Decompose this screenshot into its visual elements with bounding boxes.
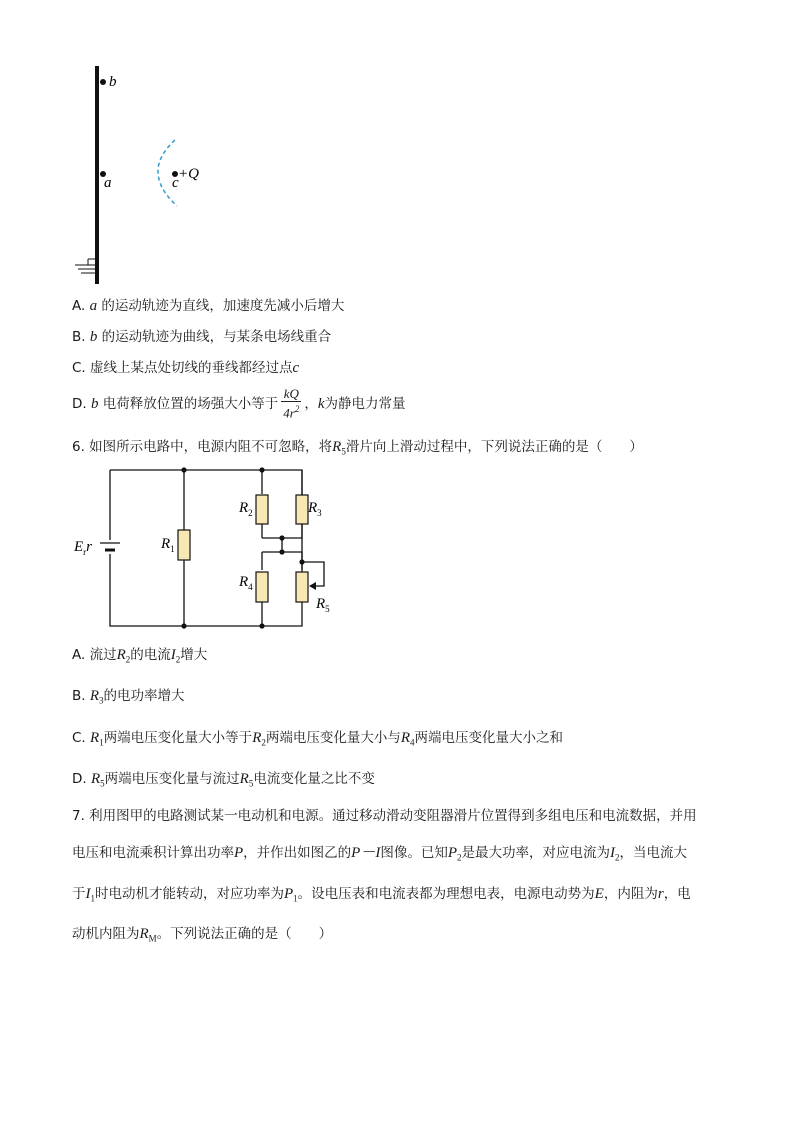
svg-text:R2: $R_2$ — [239, 500, 253, 518]
rheostat-r5 — [296, 572, 308, 602]
q6-option-d: D. $R_5$两端电压变化量与流过$R_5$电流变化量之比不变 — [72, 771, 375, 789]
q7-line-3: 于$I_1$时电动机才能转动，对应功率为$P_1$。设电压表和电流表都为理想电表，电源电动势为E，内阻为r，电 — [72, 886, 691, 904]
q5-option-d: D. b 电荷释放位置的场强大小等于 $\frac{kQ}{4r^2}$ ，k为静电力常量 — [72, 386, 406, 421]
q7-line-4: 动机内阻为$R_M$。下列说法正确的是（ ） — [72, 926, 333, 944]
resistor-r3 — [296, 495, 308, 524]
q7-line-2: 电压和电流乘积计算出功率P，并作出如图乙的P－I图像。已知$P_2$是最大功率，对应电流为$I_2$，当电流大 — [72, 845, 688, 863]
svg-text:Err: $E_rr$ — [74, 539, 93, 557]
resistor-r1 — [178, 530, 190, 560]
label-charge: +Q — [178, 166, 199, 182]
q5-option-c: C. 虚线上某点处切线的垂线都经过点c — [72, 360, 300, 376]
q7-line-1: 7. 利用图甲的电路测试某一电动机和电源。通过移动滑动变阻器滑片位置得到多组电压和电流数据，并用 — [72, 808, 697, 824]
field-figure — [60, 60, 260, 290]
svg-text:R5: $R_5$ — [316, 596, 330, 614]
point-b — [100, 79, 106, 85]
circuit-diagram — [70, 462, 340, 632]
q6-stem: 6. 如图所示电路中，电源内阻不可忽略，将$R_5$滑片向上滑动过程中，下列说法正确的是（ ） — [72, 439, 643, 457]
field-formula: $\frac{kQ}{4r^2}$ — [283, 386, 300, 421]
resistor-r4 — [256, 572, 268, 602]
label-c: c — [172, 175, 179, 191]
q5-option-a: A. a 的运动轨迹为直线，加速度先减小后增大 — [72, 298, 345, 314]
q5-option-b: B. b 的运动轨迹为曲线，与某条电场线重合 — [72, 329, 332, 345]
svg-text:R1: $R_1$ — [161, 536, 175, 554]
label-b: b — [109, 74, 117, 90]
svg-text:R3: $R_3$ — [308, 500, 322, 518]
resistor-r2 — [256, 495, 268, 524]
q6-option-a: A. 流过$R_2$的电流$I_2$增大 — [72, 647, 208, 665]
q6-option-c: C. $R_1$两端电压变化量大小等于$R_2$两端电压变化量大小与$R_4$两端电压变化量大小之和 — [72, 730, 564, 748]
ground-symbol — [75, 259, 95, 273]
q6-option-b: B. $R_3$的电功率增大 — [72, 688, 185, 706]
svg-text:R4: $R_4$ — [239, 574, 253, 592]
label-a: a — [104, 175, 112, 191]
